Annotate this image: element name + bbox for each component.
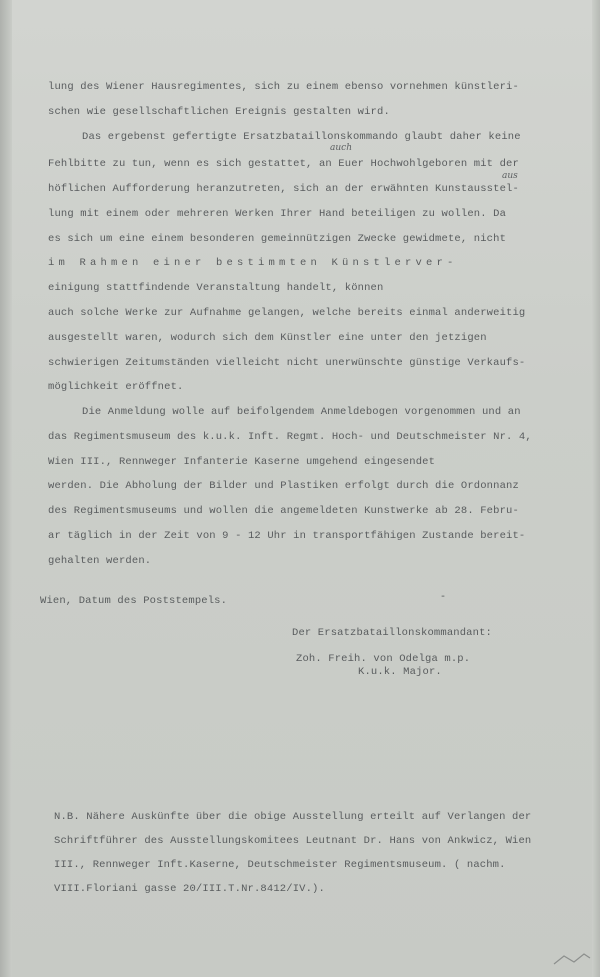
body-line: des Regimentsmuseums und wollen die angemeldeten Kunstwerke ab 28. Febru-	[48, 505, 519, 517]
body-line: das Regimentsmuseum des k.u.k. Inft. Regmt. Hoch- und Deutschmeister Nr. 4,	[48, 431, 532, 443]
body-line: einigung stattfindende Veranstaltung handelt, können	[48, 282, 384, 294]
footnote-line: Schriftführer des Ausstellungskomitees Leutnant Dr. Hans von Ankwicz, Wien	[54, 835, 532, 847]
footnote-line: VIII.Floriani gasse 20/III.T.Nr.8412/IV.).	[54, 883, 325, 895]
footnote-line: III., Rennweger Inft.Kaserne, Deutschmeister Regimentsmuseum. ( nachm.	[54, 859, 506, 871]
body-line: schen wie gesellschaftlichen Ereignis gestalten wird.	[48, 106, 390, 118]
separator-mark: -	[440, 592, 447, 603]
body-line: Die Anmeldung wolle auf beifolgendem Anmeldebogen vorgenommen und an	[82, 406, 521, 418]
handwritten-correction: aus	[502, 171, 518, 181]
body-line: lung mit einem oder mehreren Werken Ihrer Hand beteiligen zu wollen. Da	[48, 208, 507, 220]
handwritten-insertion: auch	[330, 143, 352, 153]
signature-name: Zoh. Freih. von Odelga m.p.	[296, 653, 471, 665]
body-line-spaced: im Rahmen einer bestimmten Künstlerver-	[48, 257, 458, 269]
body-line: Das ergebenst gefertigte Ersatzbataillonskommando glaubt daher keine	[82, 131, 521, 143]
signature-rank: K.u.k. Major.	[358, 666, 442, 678]
footnote-line: N.B. Nähere Auskünfte über die obige Ausstellung erteilt auf Verlangen der	[54, 811, 532, 823]
body-line: höflichen Aufforderung heranzutreten, sich an der erwähnten Kunstausstel-	[48, 183, 519, 195]
body-line: Fehlbitte zu tun, wenn es sich gestattet, an Euer Hochwohlgeboren mit der	[48, 158, 519, 170]
body-line: ar täglich in der Zeit von 9 - 12 Uhr in transportfähigen Zustande bereit-	[48, 530, 526, 542]
page-right-edge	[592, 0, 600, 977]
body-line: ausgestellt waren, wodurch sich dem Künstler eine unter den jetzigen	[48, 332, 487, 344]
body-line: werden. Die Abholung der Bilder und Plastiken erfolgt durch die Ordonnanz	[48, 480, 519, 492]
body-line: auch solche Werke zur Aufnahme gelangen, welche bereits einmal anderweitig	[48, 307, 526, 319]
archive-stamp-mark	[552, 950, 592, 968]
body-line: lung des Wiener Hausregimentes, sich zu einem ebenso vornehmen künstleri-	[48, 81, 519, 93]
body-line: schwierigen Zeitumständen vielleicht nicht unerwünschte günstige Verkaufs-	[48, 357, 526, 369]
body-line: es sich um eine einem besonderen gemeinnützigen Zwecke gewidmete, nicht	[48, 233, 507, 245]
place-date: Wien, Datum des Poststempels.	[40, 595, 228, 607]
body-line: Wien III., Rennweger Infanterie Kaserne umgehend eingesendet	[48, 456, 436, 468]
page-left-edge	[0, 0, 12, 977]
body-line: gehalten werden.	[48, 555, 152, 567]
body-line: möglichkeit eröffnet.	[48, 381, 184, 393]
commander-title: Der Ersatzbataillonskommandant:	[292, 627, 492, 639]
